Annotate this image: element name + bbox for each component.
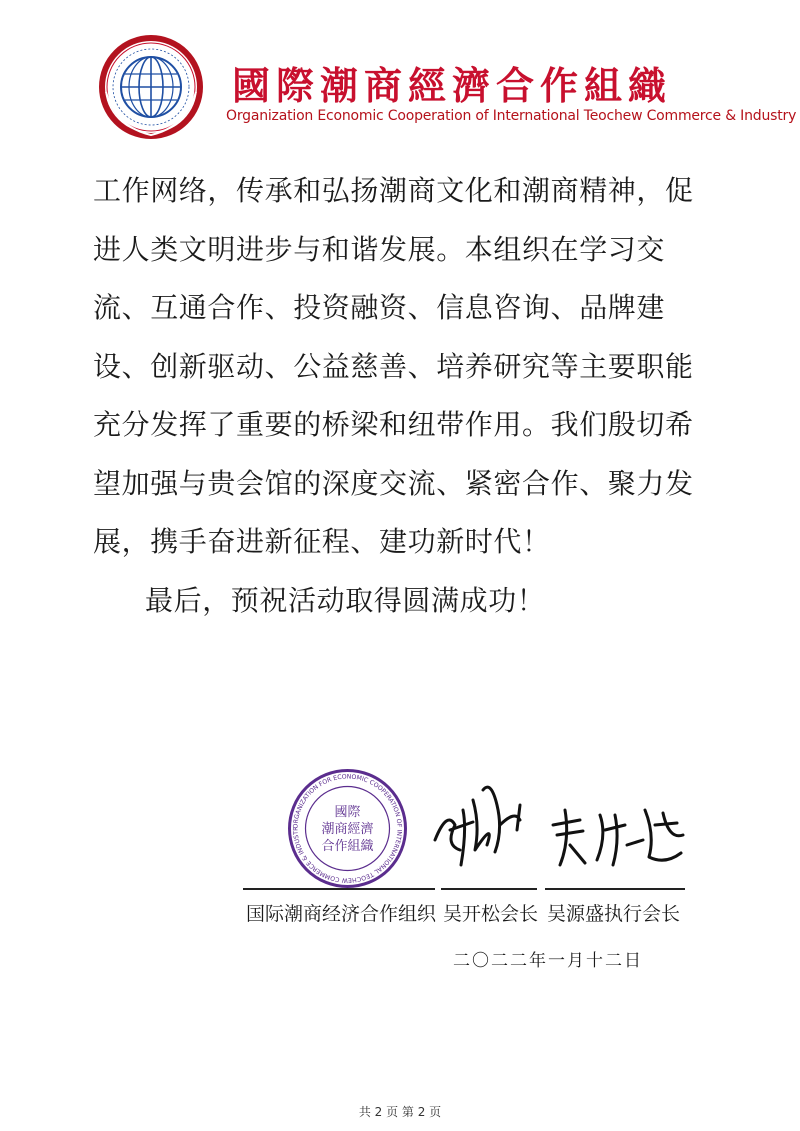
letterhead [0, 0, 800, 150]
letter-body [93, 162, 733, 630]
body-line: 充分发挥了重要的桥梁和纽带作用。我们殷切希 [93, 408, 694, 441]
signatory-organization: 国际潮商经济合作组织 [246, 903, 437, 925]
signature-underline [545, 888, 685, 890]
svg-text:合作組織: 合作組織 [321, 839, 374, 854]
executive-president-signature [545, 795, 690, 875]
organization-seal-stamp [285, 766, 410, 891]
closing-line: 最后，预祝活动取得圆满成功！ [145, 583, 546, 617]
body-line: 流、互通合作、投资融资、信息咨询、品牌建 [93, 291, 666, 324]
svg-text:潮商經濟: 潮商經濟 [321, 822, 374, 837]
president-signature [425, 770, 540, 875]
svg-text:國際: 國際 [334, 805, 361, 820]
body-line: 望加强与贵会馆的深度交流、紧密合作、聚力发 [93, 466, 694, 500]
org-name-chinese: 國際潮商經濟合作組織 [232, 64, 673, 108]
body-line: 进人类文明进步与和谐发展。本组织在学习交 [93, 232, 666, 266]
signature-underline [441, 888, 537, 890]
signature-underline [243, 888, 435, 890]
body-line: 展，携手奋进新征程、建功新时代！ [93, 525, 551, 558]
page-number: 共 2 页 第 2 页 [358, 1105, 442, 1119]
signatory-president: 吴开松会长 [443, 903, 539, 925]
svg-text:ORGANIZATION FOR ECONOMIC COOP: ORGANIZATION FOR ECONOMIC COOPERATION OF INTERNATIONAL TEOCHEW COMMERCE & INDUSTR [292, 773, 403, 884]
signatory-executive-president: 吴源盛执行会长 [547, 903, 681, 925]
organization-logo [96, 32, 206, 142]
body-line: 工作网络，传承和弘扬潮商文化和潮商精神，促 [93, 174, 694, 207]
letter-date: 二〇二二年一月十二日 [453, 951, 643, 971]
body-line: 设、创新驱动、公益慈善、培养研究等主要职能 [93, 349, 694, 383]
org-name-english: Organization Economic Cooperation of International Teochew Commerce & Industry [226, 108, 797, 124]
